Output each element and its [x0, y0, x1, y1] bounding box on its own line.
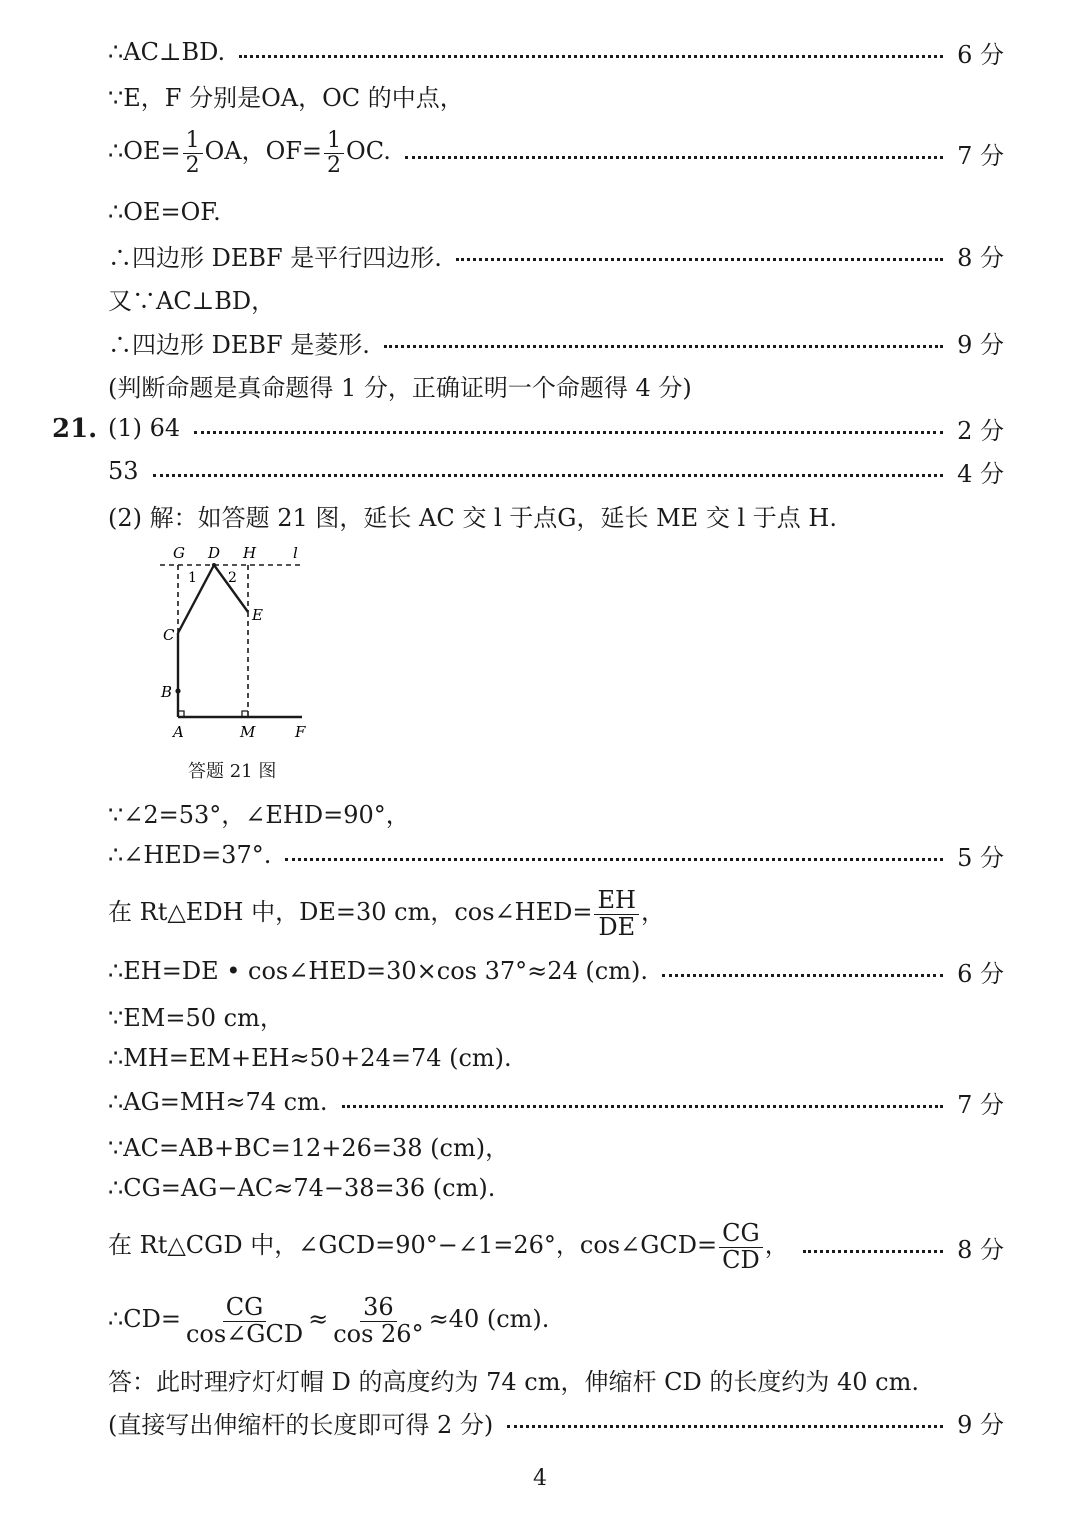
q21-part2-intro: (2) 解：如答题 21 图，延长 AC 交 l 于点G，延长 ME 交 l 于点 H.	[108, 503, 837, 532]
line-17-text: ∴MH=EM+EH≈50+24=74 (cm).	[108, 1044, 512, 1072]
line-5-text: ∴四边形 DEBF 是平行四边形.	[108, 243, 442, 272]
dot-leader	[239, 55, 943, 58]
line-22	[108, 1289, 1004, 1353]
dot-leader	[405, 156, 943, 159]
fraction-half-2	[324, 129, 344, 176]
line-16	[108, 995, 1004, 1035]
line-8-note: (判断命题是真命题得 1 分，正确证明一个命题得 4 分)	[108, 373, 692, 402]
line-14-expression	[108, 888, 665, 939]
score-6: 6 分	[957, 40, 1004, 69]
label-b: B	[161, 683, 173, 701]
score-9b: 9 分	[957, 1410, 1004, 1439]
fraction-cg-cd	[719, 1221, 763, 1272]
line-23	[108, 1359, 1004, 1399]
label-g: G	[173, 544, 185, 562]
score-7: 7 分	[957, 141, 1004, 170]
label-e: E	[252, 606, 263, 624]
dot-leader	[662, 974, 943, 977]
label-a: A	[173, 723, 184, 741]
line-19-text: ∵AC=AB+BC=12+26=38 (cm)，	[108, 1133, 510, 1162]
fraction-numerator: CG	[719, 1221, 763, 1247]
fraction-denominator: cos 26°	[333, 1319, 424, 1348]
point-d	[212, 563, 216, 567]
line-1-text: ∴AC⊥BD.	[108, 38, 226, 66]
dot-leader	[285, 858, 943, 861]
line-1	[108, 32, 1004, 72]
fraction-eh-de	[594, 888, 638, 939]
line-10	[108, 451, 1004, 491]
dot-leader	[384, 345, 943, 348]
line-3	[108, 121, 1004, 185]
dot-leader	[194, 431, 943, 434]
line-21-part-a: 在 Rt△CGD 中，∠GCD=90°−∠1=26°，cos∠GCD=	[108, 1231, 718, 1260]
line-12	[108, 792, 1004, 832]
line-20-text: ∴CG=AG−AC≈74−38=36 (cm).	[108, 1174, 496, 1202]
dot-leader	[456, 258, 943, 261]
fraction-denominator: CD	[722, 1245, 760, 1274]
line-22-part-c: ≈40 (cm).	[428, 1305, 550, 1334]
line-11	[108, 495, 1004, 535]
figure-caption: 答题 21 图	[188, 761, 277, 782]
line-18-text: ∴AG=MH≈74 cm.	[108, 1088, 328, 1116]
dot-leader	[342, 1105, 944, 1108]
final-answer: 答：此时理疗灯灯帽 D 的高度约为 74 cm，伸缩杆 CD 的长度约为 40 cm.	[108, 1367, 919, 1396]
line-20	[108, 1168, 1004, 1208]
line-14-part-b: ，	[640, 898, 665, 927]
line-19	[108, 1125, 1004, 1165]
fraction-numerator: 36	[360, 1295, 397, 1321]
label-l: l	[293, 544, 298, 562]
line-22-part-a: ∴CD=	[108, 1305, 181, 1334]
dot-leader	[507, 1425, 943, 1428]
score-7b: 7 分	[957, 1090, 1004, 1119]
label-d: D	[208, 544, 221, 562]
line-21	[108, 1215, 1004, 1279]
score-4: 4 分	[957, 459, 1004, 488]
dot-leader	[803, 1250, 943, 1253]
label-angle-2: 2	[228, 570, 237, 586]
line-18	[108, 1082, 1004, 1122]
page-number: 4	[533, 1466, 547, 1491]
score-6b: 6 分	[957, 959, 1004, 988]
line-5	[108, 235, 1004, 275]
line-3-part-b: OA，OF=	[204, 137, 323, 166]
score-8: 8 分	[957, 243, 1004, 272]
line-24	[108, 1402, 1004, 1442]
q21-answer-53: 53	[108, 457, 139, 485]
line-3-expression	[108, 129, 391, 176]
label-angle-1: 1	[188, 570, 197, 586]
question-number-21: 21.	[52, 414, 98, 444]
geometry-figure	[150, 540, 320, 780]
line-2	[108, 75, 1004, 115]
line-21-part-b: ，	[764, 1231, 789, 1260]
line-2-text: ∵E，F 分别是OA，OC 的中点，	[108, 83, 464, 112]
line-6	[108, 278, 1004, 318]
line-14-part-a: 在 Rt△EDH 中，DE=30 cm，cos∠HED=	[108, 898, 593, 927]
line-8	[108, 365, 1004, 405]
fraction-36-cos26	[330, 1295, 426, 1346]
line-13	[108, 835, 1004, 875]
score-8b: 8 分	[957, 1235, 1004, 1264]
fraction-denominator: 2	[185, 152, 200, 178]
point-b	[175, 688, 180, 693]
line-15-text: ∴EH=DE • cos∠HED=30×cos 37°≈24 (cm).	[108, 957, 648, 985]
label-m: M	[240, 723, 256, 741]
line-6-text: 又∵AC⊥BD，	[108, 286, 276, 315]
score-5: 5 分	[957, 843, 1004, 872]
line-12-text: ∵∠2=53°，∠EHD=90°，	[108, 800, 410, 829]
line-15	[108, 951, 1004, 991]
score-2: 2 分	[957, 416, 1004, 445]
dot-leader	[153, 474, 944, 477]
line-4-text: ∴OE=OF.	[108, 198, 221, 226]
fraction-denominator: 2	[327, 152, 342, 178]
label-f: F	[295, 723, 306, 741]
fraction-denominator: DE	[598, 912, 636, 941]
fraction-half-1	[183, 129, 203, 176]
line-14	[108, 882, 1004, 946]
line-7-text: ∴四边形 DEBF 是菱形.	[108, 330, 370, 359]
line-17	[108, 1038, 1004, 1078]
line-3-part-c: OC.	[346, 137, 391, 166]
line-7	[108, 322, 1004, 362]
score-9: 9 分	[957, 330, 1004, 359]
line-16-text: ∵EM=50 cm，	[108, 1003, 284, 1032]
label-h: H	[243, 544, 257, 562]
line-24-note: (直接写出伸缩杆的长度即可得 2 分)	[108, 1410, 494, 1439]
fraction-numerator: 1	[324, 129, 344, 153]
line-22-part-b: ≈	[308, 1305, 329, 1334]
fraction-numerator: EH	[594, 888, 638, 914]
fraction-numerator: CG	[223, 1295, 267, 1321]
line-4	[108, 192, 1004, 232]
fraction-numerator: 1	[183, 129, 203, 153]
line-13-text: ∴∠HED=37°.	[108, 841, 272, 869]
fraction-denominator: cos∠GCD	[185, 1319, 304, 1348]
line-22-expression	[108, 1295, 549, 1346]
label-c: C	[163, 626, 175, 644]
q21-answer-1: (1) 64	[108, 414, 181, 442]
line-q21-part1	[108, 408, 1004, 448]
fraction-cg-cos	[183, 1295, 306, 1346]
line-3-part-a: ∴OE=	[108, 137, 181, 166]
line-21-expression	[108, 1221, 789, 1272]
